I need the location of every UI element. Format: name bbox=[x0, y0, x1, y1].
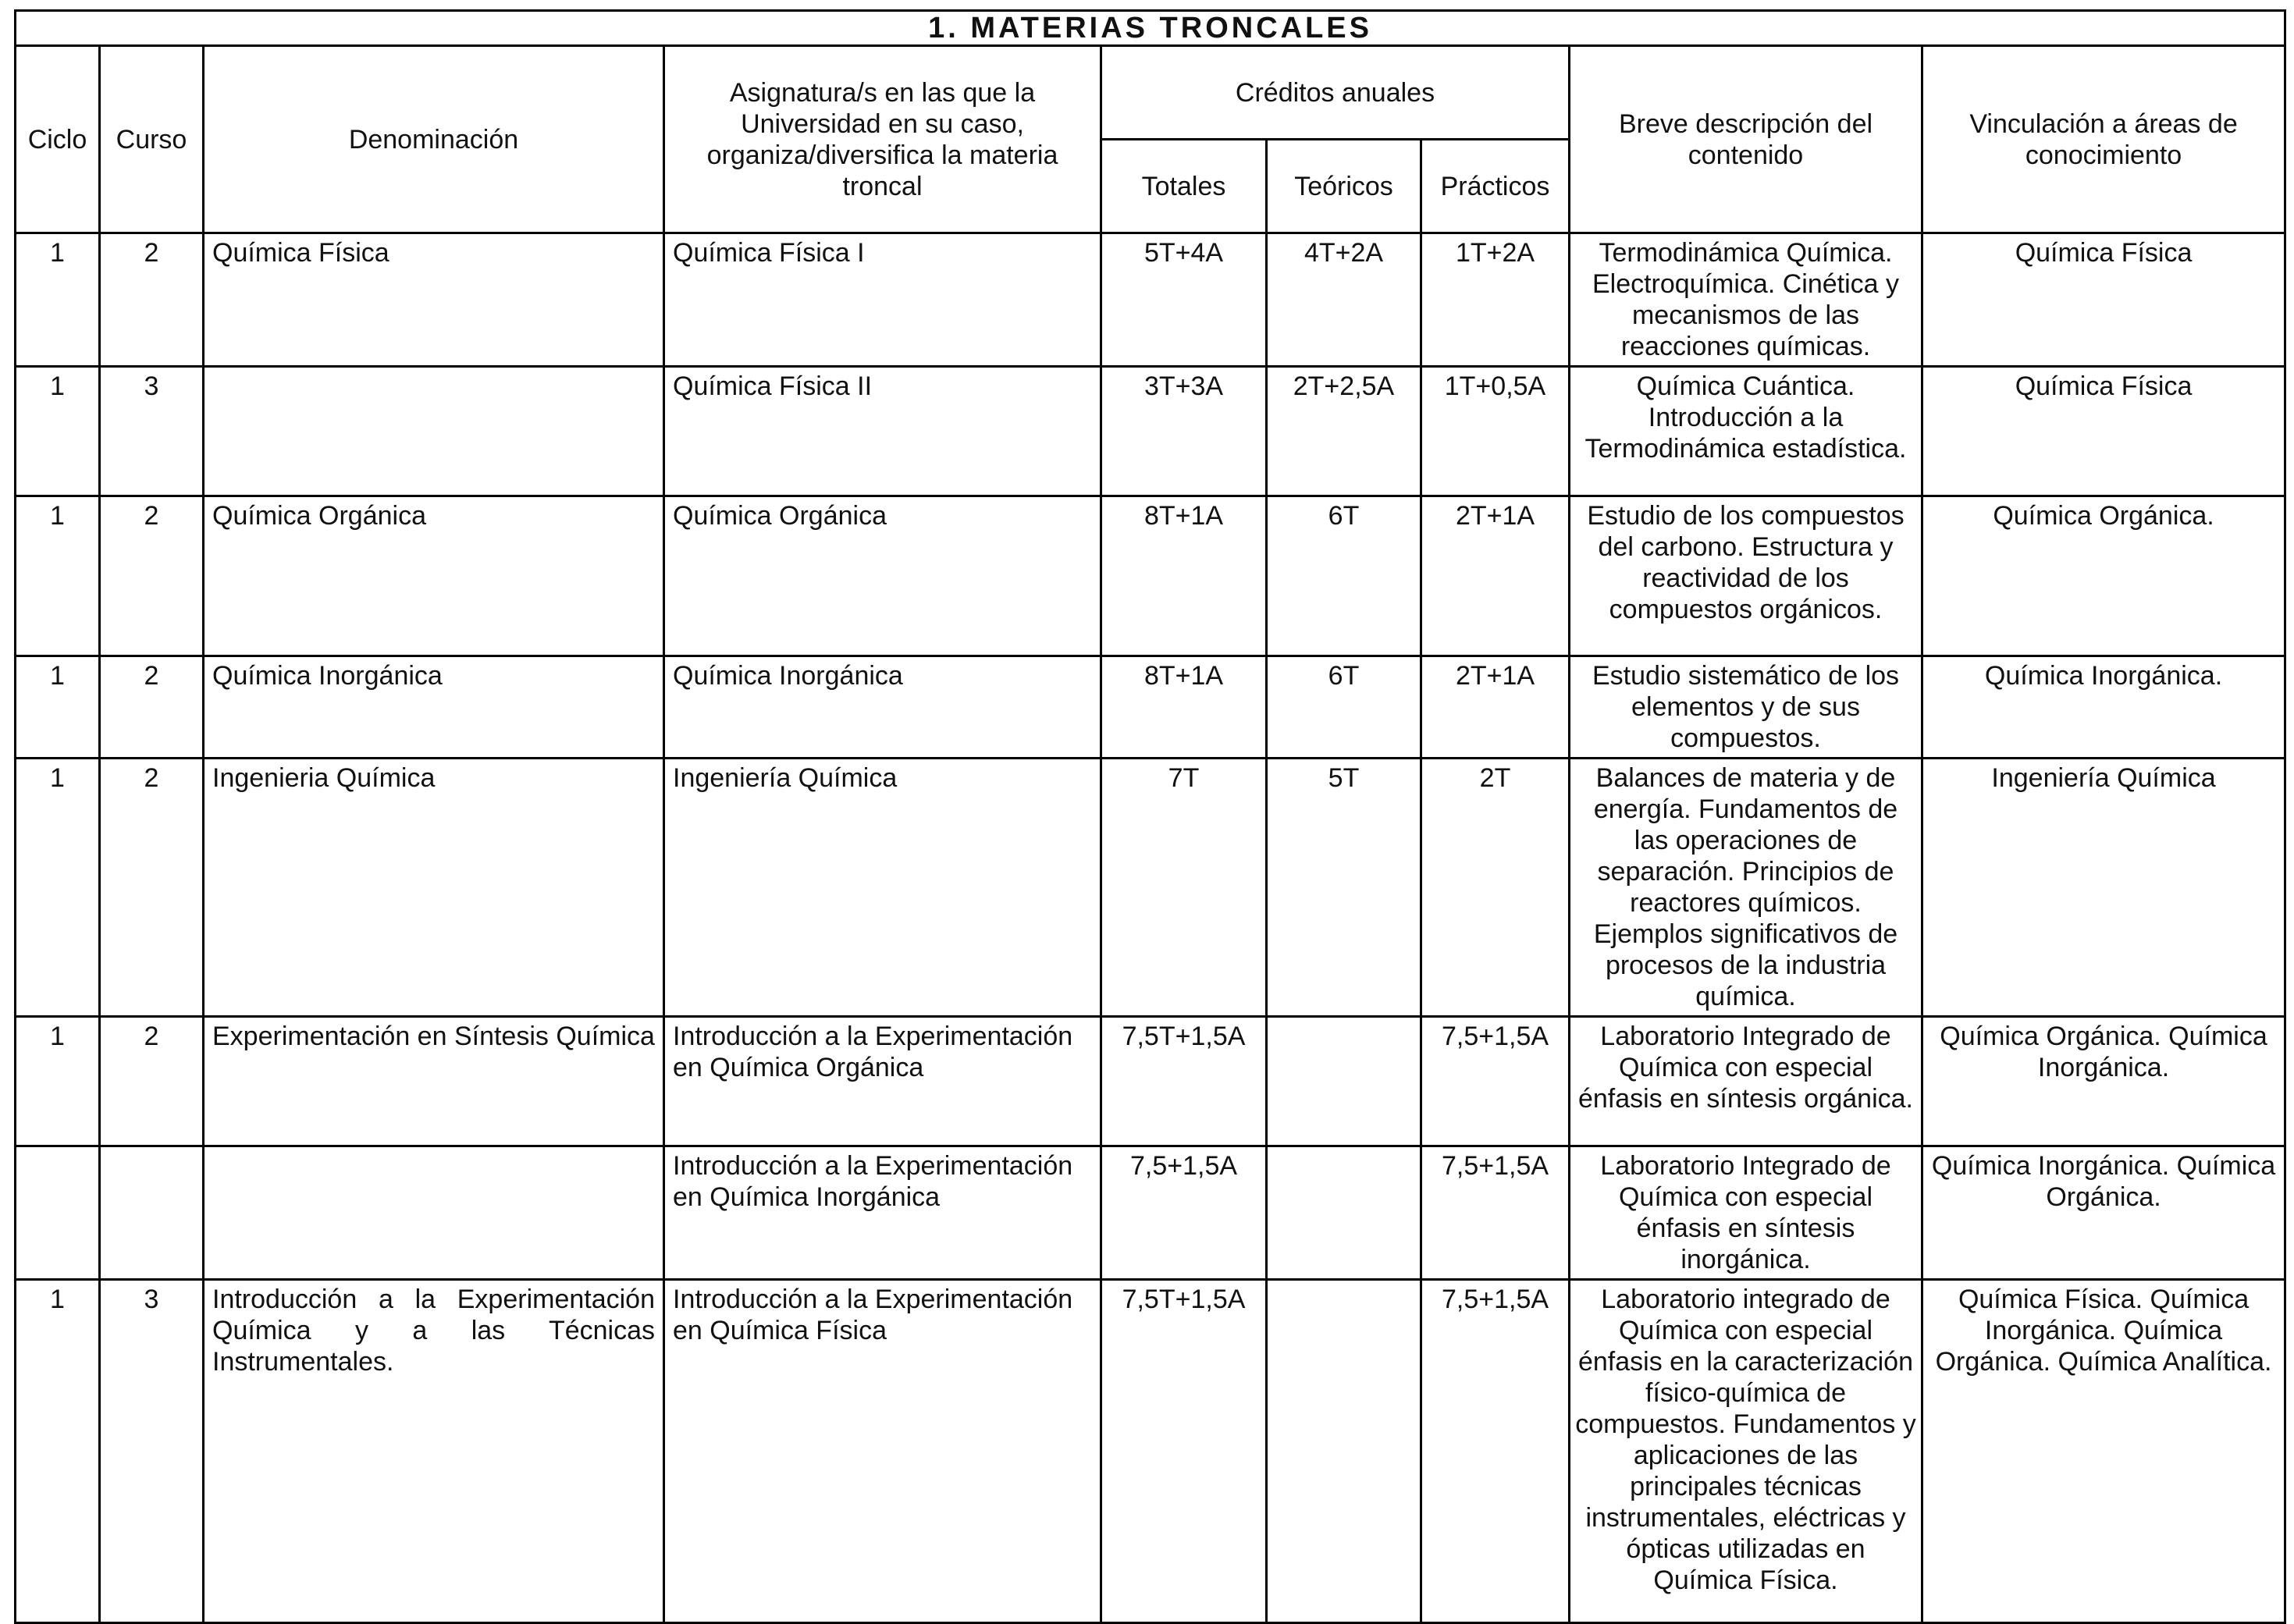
cell-asignatura: Química Física II bbox=[664, 367, 1101, 496]
table-row bbox=[16, 1280, 2285, 1623]
table-row bbox=[16, 367, 2285, 496]
cell-descripcion: Laboratorio integrado de Química con especial énfasis en la caracterización físico-química de compuestos. Fundamentos y aplicaciones de las principales técnicas instrumentales, eléctricas y ópticas utilizadas en Química Física. bbox=[1570, 1280, 1922, 1623]
cell-teoricos: 4T+2A bbox=[1267, 233, 1421, 367]
cell-denominacion bbox=[204, 1146, 664, 1280]
cell-teoricos: 6T bbox=[1267, 496, 1421, 656]
cell-asignatura: Introducción a la Experimentación en Química Inorgánica bbox=[664, 1146, 1101, 1280]
cell-totales: 7,5T+1,5A bbox=[1101, 1017, 1267, 1146]
header-vinculacion: Vinculación a áreas de conocimiento bbox=[1922, 46, 2285, 233]
cell-teoricos: 2T+2,5A bbox=[1267, 367, 1421, 496]
table-title: 1. MATERIAS TRONCALES bbox=[16, 11, 2285, 46]
cell-curso: 2 bbox=[100, 233, 204, 367]
cell-practicos: 2T bbox=[1421, 759, 1570, 1017]
cell-descripcion: Balances de materia y de energía. Fundamentos de las operaciones de separación. Principios de reactores químicos. Ejemplos significativos de procesos de la industria química. bbox=[1570, 759, 1922, 1017]
cell-denominacion: Química Inorgánica bbox=[204, 656, 664, 759]
cell-vinculacion: Química Orgánica. bbox=[1922, 496, 2285, 656]
cell-curso bbox=[100, 1146, 204, 1280]
cell-descripcion: Química Cuántica. Introducción a la Termodinámica estadística. bbox=[1570, 367, 1922, 496]
cell-totales: 8T+1A bbox=[1101, 656, 1267, 759]
cell-vinculacion: Química Inorgánica. Química Orgánica. bbox=[1922, 1146, 2285, 1280]
cell-vinculacion: Química Física bbox=[1922, 233, 2285, 367]
table-row bbox=[16, 1017, 2285, 1146]
cell-ciclo: 1 bbox=[16, 1017, 100, 1146]
header-totales: Totales bbox=[1101, 140, 1267, 233]
cell-denominacion: Introducción a la Experimentación Química y a las Técnicas Instrumentales. bbox=[204, 1280, 664, 1623]
cell-practicos: 2T+1A bbox=[1421, 496, 1570, 656]
cell-curso: 2 bbox=[100, 1017, 204, 1146]
cell-descripcion: Estudio de los compuestos del carbono. Estructura y reactividad de los compuestos orgánicos. bbox=[1570, 496, 1922, 656]
cell-asignatura: Química Inorgánica bbox=[664, 656, 1101, 759]
cell-vinculacion: Química Física bbox=[1922, 367, 2285, 496]
cell-denominacion bbox=[204, 367, 664, 496]
header-curso: Curso bbox=[100, 46, 204, 233]
materias-troncales-table bbox=[14, 9, 2286, 1624]
table-row bbox=[16, 1146, 2285, 1280]
cell-ciclo: 1 bbox=[16, 759, 100, 1017]
cell-practicos: 2T+1A bbox=[1421, 656, 1570, 759]
cell-totales: 7,5+1,5A bbox=[1101, 1146, 1267, 1280]
table-row bbox=[16, 759, 2285, 1017]
header-practicos: Prácticos bbox=[1421, 140, 1570, 233]
cell-curso: 2 bbox=[100, 759, 204, 1017]
cell-curso: 3 bbox=[100, 367, 204, 496]
cell-practicos: 7,5+1,5A bbox=[1421, 1017, 1570, 1146]
table-row bbox=[16, 496, 2285, 656]
cell-totales: 3T+3A bbox=[1101, 367, 1267, 496]
cell-descripcion: Termodinámica Química. Electroquímica. Cinética y mecanismos de las reacciones químicas. bbox=[1570, 233, 1922, 367]
cell-vinculacion: Química Inorgánica. bbox=[1922, 656, 2285, 759]
cell-denominacion: Experimentación en Síntesis Química bbox=[204, 1017, 664, 1146]
cell-descripcion: Laboratorio Integrado de Química con especial énfasis en síntesis inorgánica. bbox=[1570, 1146, 1922, 1280]
cell-totales: 8T+1A bbox=[1101, 496, 1267, 656]
cell-curso: 2 bbox=[100, 656, 204, 759]
cell-asignatura: Química Física I bbox=[664, 233, 1101, 367]
cell-denominacion: Ingenieria Química bbox=[204, 759, 664, 1017]
cell-ciclo: 1 bbox=[16, 233, 100, 367]
cell-denominacion: Química Orgánica bbox=[204, 496, 664, 656]
cell-totales: 7T bbox=[1101, 759, 1267, 1017]
cell-asignatura: Introducción a la Experimentación en Química Física bbox=[664, 1280, 1101, 1623]
cell-ciclo bbox=[16, 1146, 100, 1280]
cell-denominacion: Química Física bbox=[204, 233, 664, 367]
cell-descripcion: Laboratorio Integrado de Química con especial énfasis en síntesis orgánica. bbox=[1570, 1017, 1922, 1146]
cell-practicos: 7,5+1,5A bbox=[1421, 1280, 1570, 1623]
cell-vinculacion: Química Orgánica. Química Inorgánica. bbox=[1922, 1017, 2285, 1146]
cell-ciclo: 1 bbox=[16, 656, 100, 759]
cell-teoricos: 6T bbox=[1267, 656, 1421, 759]
cell-totales: 7,5T+1,5A bbox=[1101, 1280, 1267, 1623]
cell-practicos: 1T+2A bbox=[1421, 233, 1570, 367]
header-asignatura: Asignatura/s en las que la Universidad en su caso, organiza/diversifica la materia troncal bbox=[664, 46, 1101, 233]
cell-ciclo: 1 bbox=[16, 1280, 100, 1623]
cell-vinculacion: Ingeniería Química bbox=[1922, 759, 2285, 1017]
cell-practicos: 7,5+1,5A bbox=[1421, 1146, 1570, 1280]
table-row bbox=[16, 656, 2285, 759]
cell-asignatura: Ingeniería Química bbox=[664, 759, 1101, 1017]
header-denominacion: Denominación bbox=[204, 46, 664, 233]
cell-vinculacion: Química Física. Química Inorgánica. Química Orgánica. Química Analítica. bbox=[1922, 1280, 2285, 1623]
cell-descripcion: Estudio sistemático de los elementos y de sus compuestos. bbox=[1570, 656, 1922, 759]
cell-teoricos bbox=[1267, 1146, 1421, 1280]
header-teoricos: Teóricos bbox=[1267, 140, 1421, 233]
cell-teoricos bbox=[1267, 1280, 1421, 1623]
cell-ciclo: 1 bbox=[16, 496, 100, 656]
header-ciclo: Ciclo bbox=[16, 46, 100, 233]
cell-teoricos bbox=[1267, 1017, 1421, 1146]
cell-curso: 2 bbox=[100, 496, 204, 656]
table-row bbox=[16, 233, 2285, 367]
cell-totales: 5T+4A bbox=[1101, 233, 1267, 367]
header-creditos-anuales: Créditos anuales bbox=[1101, 46, 1570, 140]
cell-practicos: 1T+0,5A bbox=[1421, 367, 1570, 496]
header-descripcion: Breve descripción del contenido bbox=[1570, 46, 1922, 233]
cell-curso: 3 bbox=[100, 1280, 204, 1623]
cell-teoricos: 5T bbox=[1267, 759, 1421, 1017]
cell-ciclo: 1 bbox=[16, 367, 100, 496]
cell-asignatura: Química Orgánica bbox=[664, 496, 1101, 656]
cell-asignatura: Introducción a la Experimentación en Química Orgánica bbox=[664, 1017, 1101, 1146]
